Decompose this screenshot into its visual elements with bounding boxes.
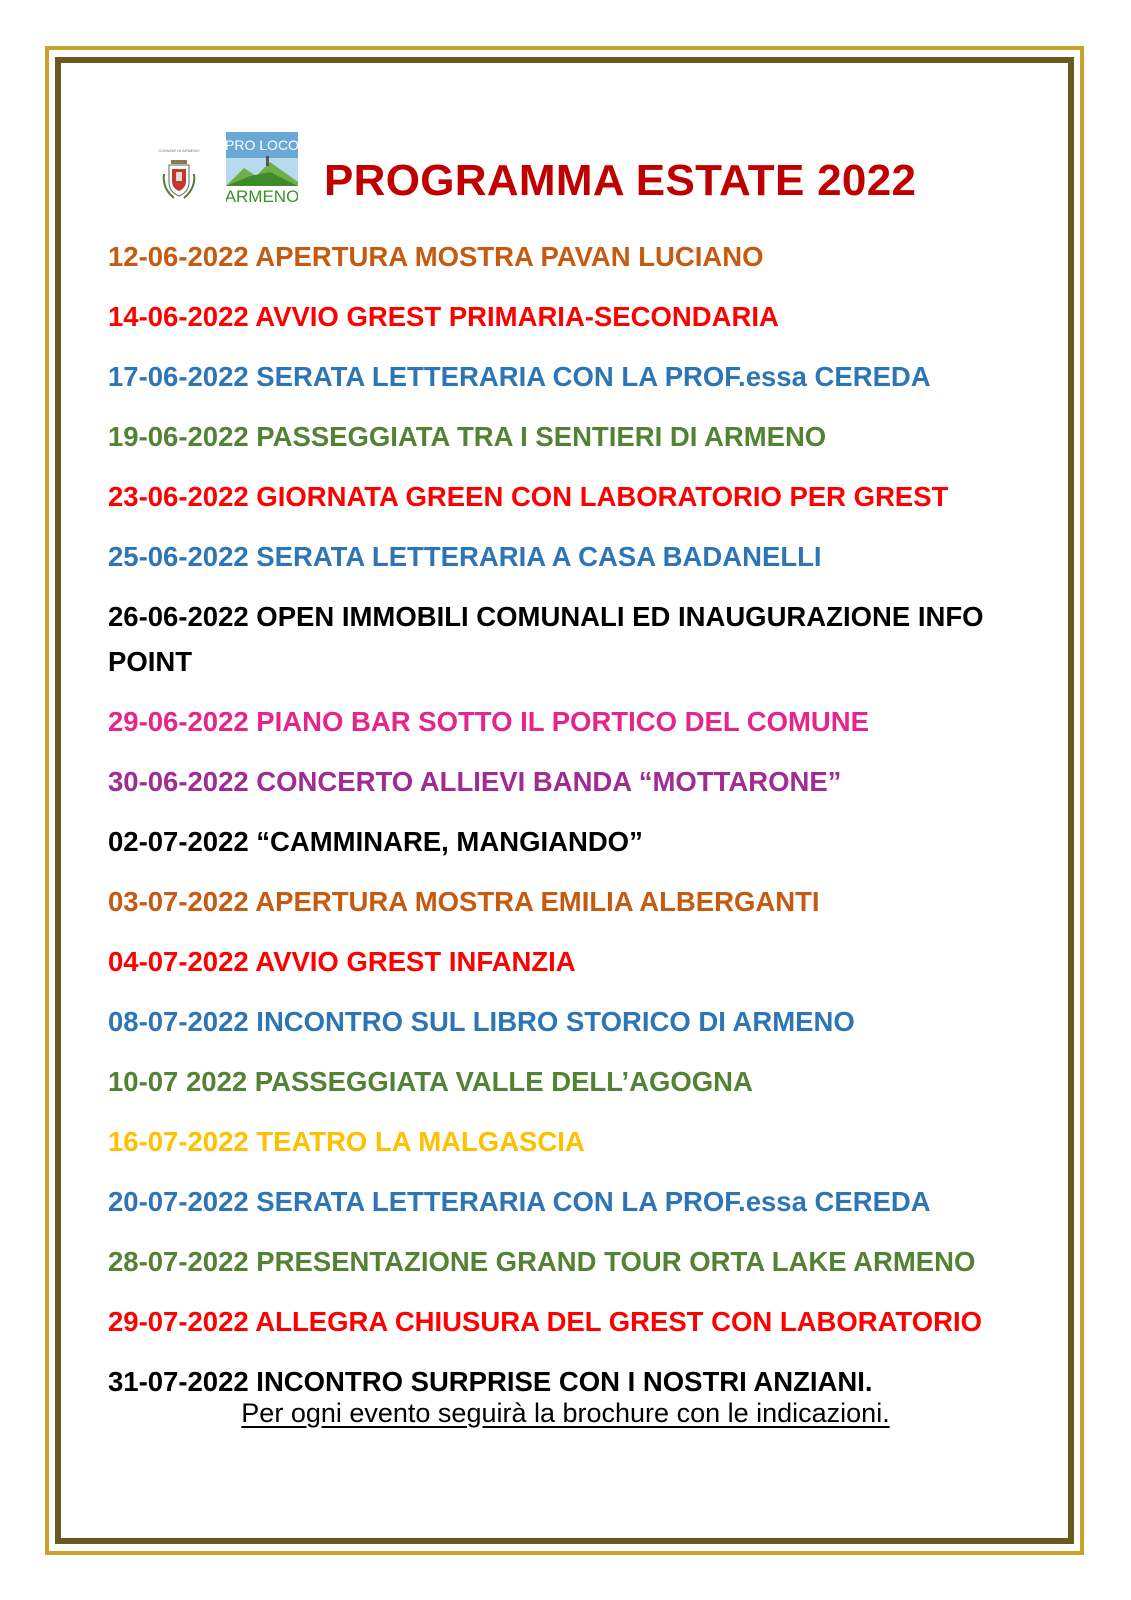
header — [150, 132, 970, 214]
event-item: 08-07-2022 INCONTRO SUL LIBRO STORICO DI ARMENO — [108, 1006, 855, 1037]
event-item: 02-07-2022 “CAMMINARE, MANGIANDO” — [108, 826, 643, 857]
event-item: 29-07-2022 ALLEGRA CHIUSURA DEL GREST CON LABORATORIO — [108, 1306, 983, 1337]
event-item: 12-06-2022 APERTURA MOSTRA PAVAN LUCIANO — [108, 241, 764, 272]
event-item: 28-07-2022 PRESENTAZIONE GRAND TOUR ORTA LAKE ARMENO — [108, 1246, 976, 1277]
event-item: 17-06-2022 SERATA LETTERARIA CON LA PROF.essa CEREDA — [108, 361, 931, 392]
event-item: 29-06-2022 PIANO BAR SOTTO IL PORTICO DEL COMUNE — [108, 706, 869, 737]
event-item: 10-07 2022 PASSEGGIATA VALLE DELL’AGOGNA — [108, 1066, 753, 1097]
event-item: 30-06-2022 CONCERTO ALLIEVI BANDA “MOTTARONE” — [108, 766, 842, 797]
event-item: 19-06-2022 PASSEGGIATA TRA I SENTIERI DI ARMENO — [108, 421, 827, 452]
page-title: PROGRAMMA ESTATE 2022 — [324, 156, 917, 205]
event-item: 03-07-2022 APERTURA MOSTRA EMILIA ALBERGANTI — [108, 886, 820, 917]
event-item: 16-07-2022 TEATRO LA MALGASCIA — [108, 1126, 585, 1157]
event-item: 31-07-2022 INCONTRO SURPRISE CON I NOSTRI ANZIANI. — [108, 1366, 873, 1397]
event-item: 04-07-2022 AVVIO GREST INFANZIA — [108, 946, 576, 977]
event-item: 20-07-2022 SERATA LETTERARIA CON LA PROF.essa CEREDA — [108, 1186, 931, 1217]
event-item: 14-06-2022 AVVIO GREST PRIMARIA-SECONDARIA — [108, 301, 779, 332]
proloco-line2: ARMENO — [226, 187, 298, 206]
coat-caption: COMUNE DI ARMENO — [158, 148, 200, 153]
pro-loco-logo-icon — [226, 132, 298, 206]
event-item: 25-06-2022 SERATA LETTERARIA A CASA BADANELLI — [108, 541, 822, 572]
coat-of-arms-icon — [158, 144, 200, 218]
event-list — [108, 234, 1038, 1419]
event-item: 26-06-2022 OPEN IMMOBILI COMUNALI ED INAUGURAZIONE INFO POINT — [108, 601, 984, 677]
event-item: 23-06-2022 GIORNATA GREEN CON LABORATORIO PER GREST — [108, 481, 949, 512]
proloco-line1: PRO LOCO — [226, 137, 298, 153]
footer-note: Per ogni evento seguirà la brochure con le indicazioni. — [241, 1398, 890, 1428]
